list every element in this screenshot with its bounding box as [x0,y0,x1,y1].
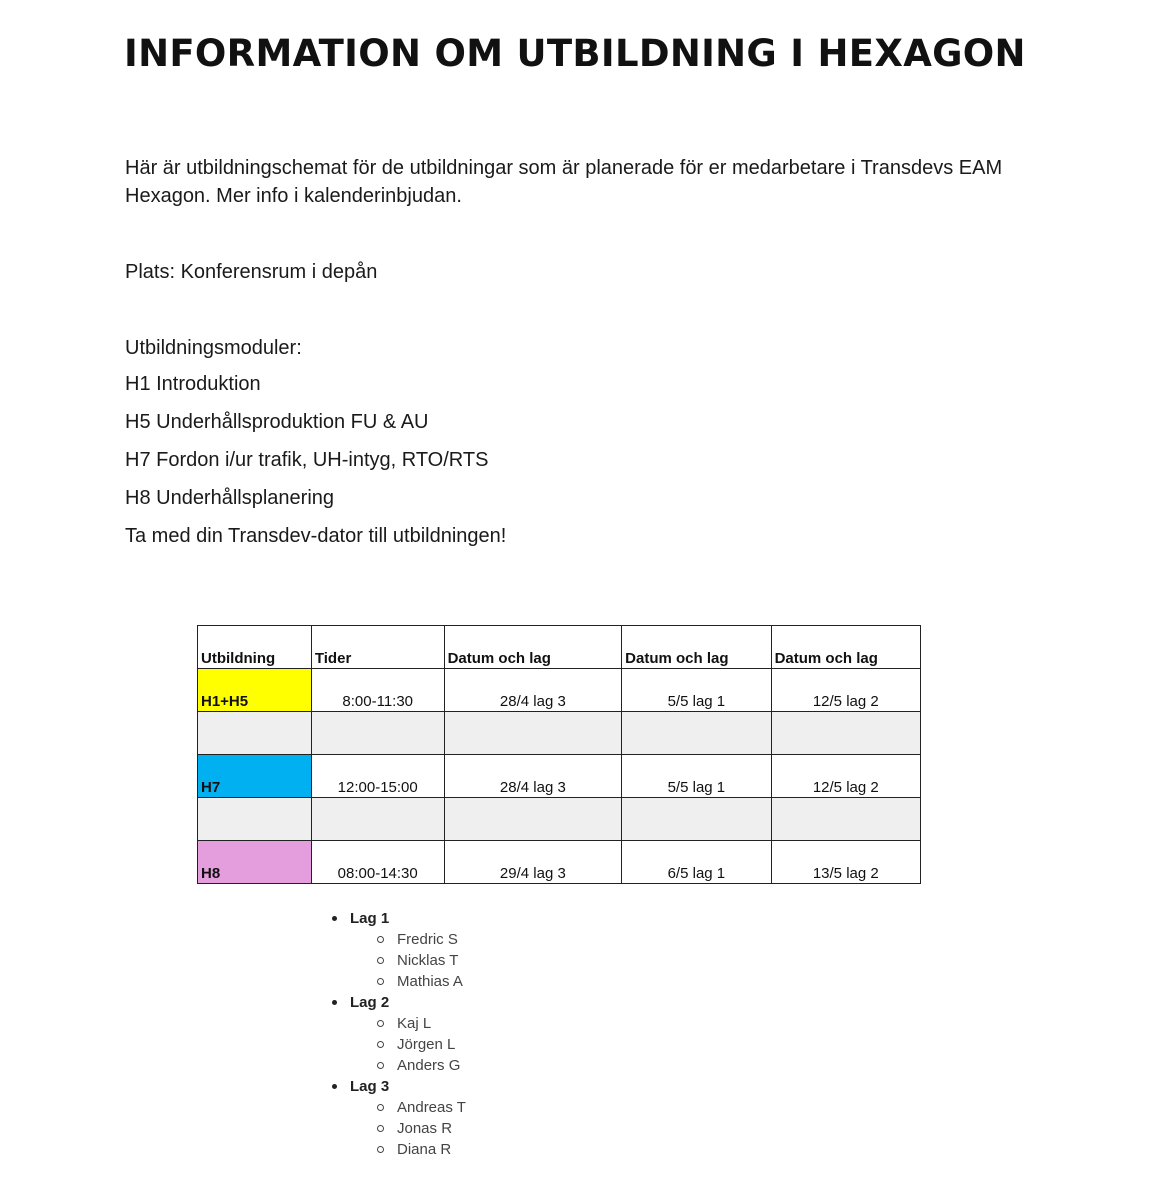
module-item: H5 Underhållsproduktion FU & AU [125,411,429,433]
time-cell: 8:00-11:30 [311,669,444,712]
time-cell: 08:00-14:30 [311,841,444,884]
team-heading: Lag 2 [330,992,466,1013]
team-member: Mathias A [330,971,466,992]
spacer-row [198,712,921,755]
modules-list [125,365,506,555]
table-header-row [198,626,921,669]
header-course: Utbildning [198,626,312,669]
teams-list [330,908,466,1160]
table-row [198,841,921,884]
team-member: Jonas R [330,1118,466,1139]
date-cell: 12/5 lag 2 [771,669,920,712]
header-time: Tider [311,626,444,669]
module-item: H7 Fordon i/ur trafik, UH-intyg, RTO/RTS [125,449,489,471]
date-cell: 5/5 lag 1 [622,755,771,798]
team-member: Kaj L [330,1013,466,1034]
module-item: H1 Introduktion [125,373,261,395]
laptop-reminder: Ta med din Transdev-dator till utbildningen! [125,525,507,547]
header-date-2: Datum och lag [622,626,771,669]
intro-text: Här är utbildningschemat för de utbildningar som är planerade för er medarbetare i Transdevs EAM Hexagon. Mer info i kalenderinbjudan. [125,157,1003,207]
team-member: Nicklas T [330,950,466,971]
table-row [198,669,921,712]
date-cell: 29/4 lag 3 [444,841,622,884]
date-cell: 28/4 lag 3 [444,755,622,798]
date-cell: 6/5 lag 1 [622,841,771,884]
spacer-row [198,798,921,841]
modules-heading: Utbildningsmoduler: [125,337,302,359]
location-text: Plats: Konferensrum i depån [125,261,378,283]
page-title: INFORMATION OM UTBILDNING I HEXAGON [124,32,1026,75]
module-item: H8 Underhållsplanering [125,487,335,509]
time-cell: 12:00-15:00 [311,755,444,798]
team-member: Diana R [330,1139,466,1160]
course-cell: H8 [198,841,312,884]
team-member: Jörgen L [330,1034,466,1055]
date-cell: 12/5 lag 2 [771,755,920,798]
header-date-3: Datum och lag [771,626,920,669]
team-member: Anders G [330,1055,466,1076]
table-row [198,755,921,798]
team-member: Andreas T [330,1097,466,1118]
schedule-table [197,625,921,884]
course-cell: H7 [198,755,312,798]
header-date-1: Datum och lag [444,626,622,669]
date-cell: 28/4 lag 3 [444,669,622,712]
team-member: Fredric S [330,929,466,950]
team-heading: Lag 1 [330,908,466,929]
date-cell: 13/5 lag 2 [771,841,920,884]
team-heading: Lag 3 [330,1076,466,1097]
date-cell: 5/5 lag 1 [622,669,771,712]
course-cell: H1+H5 [198,669,312,712]
